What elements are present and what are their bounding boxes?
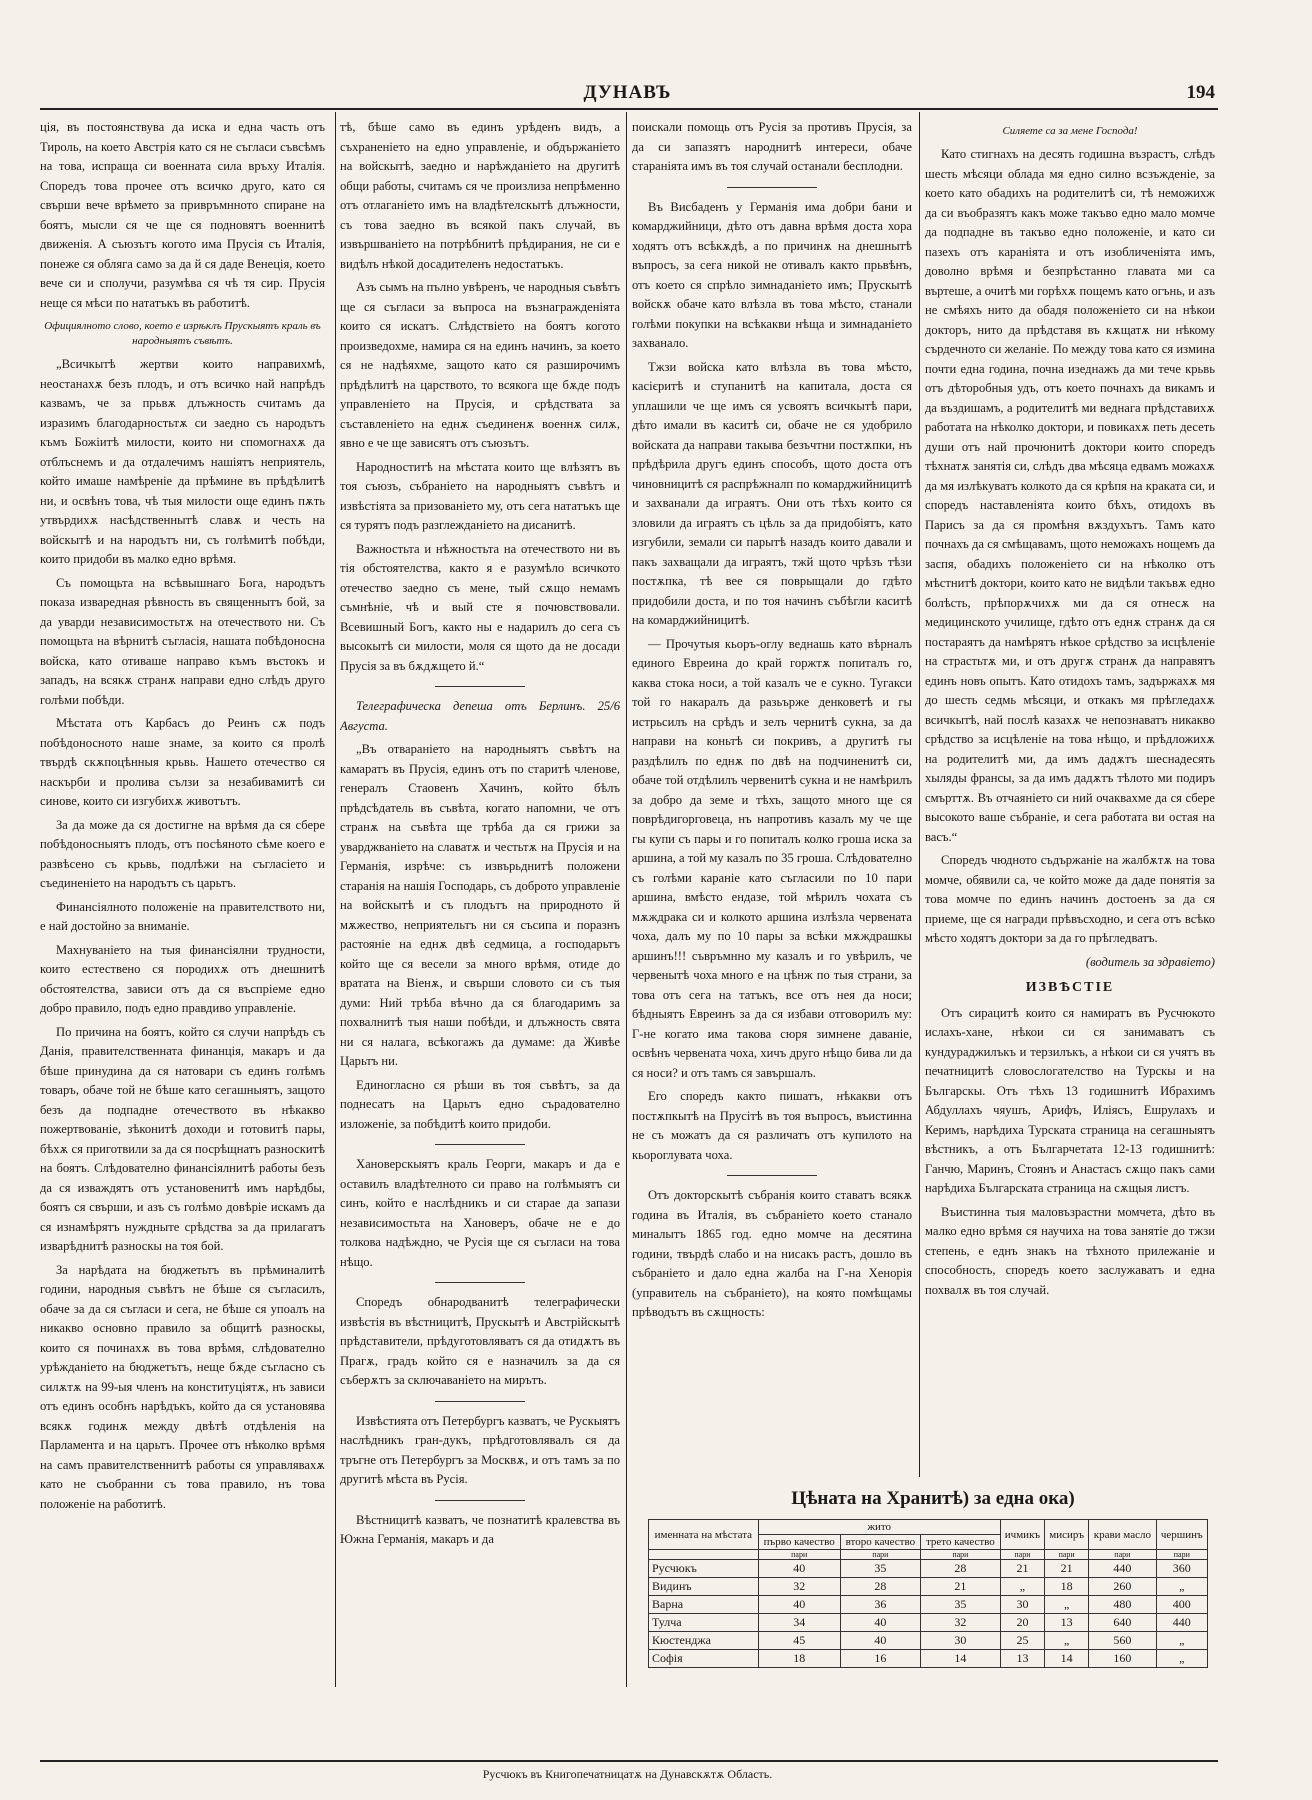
col-header-second: второ качество [840, 1535, 920, 1550]
article-paragraph: — Прочутыя кьоръ-оглу веднашь като вѣрналъ единого Евреина до край горжтѫ попиталъ го, каква стока носи, а той казалъ че е сукно. Тугакси той го накаралъ да разьърже денковетѣ и гы истрьсилъ на срѣдъ и зелъ чернитѣ сукна, за да направи на коньтѣ си покривъ, а другитѣ гы раздѣлилъ по еднѫ по двѣ на подчиненитѣ си, обаче той отдѣлилъ червенитѣ сукна и не намѣрилъ за добро да земе и тѣхъ, защото много ще ся поврѣдигорговеца, нъ напротивъ казалъ му че ще гы купи съ пары и го попиталъ колко гроша иска за аршина, а той му казалъ по 35 гроша. Слѣдователно съ голѣми караніе като съгласили по 10 пари аршина, вмѣсто ендазе, той мѣрилъ чохата съ мѫждрака си и колкото аршина излѣзла червената чоха, далъ му по 10 пары за всѣки мѫждрашкы аршинъ!!! съвръмнно му казалъ и го увѣрилъ, че червенытѣ чоха много е на цѣнж по тыя страни, за това отъ сега на татъкъ, все отъ нея да носи; бѣдныятъ Евреинъ за да ся избави отговорилъ му: Г-не когато има такова сюря зимнене даваніе, освѣнъ червената чоха, хичъ друго нѣщо бива ли да ся носи? и отъ тамъ ся завършалъ. [632, 636, 912, 1080]
article-caption: Официялното слово, което е изрѣклъ Прускыятъ краль въ народныятъ съвѣтъ. [44, 320, 321, 347]
section-divider [435, 1144, 525, 1145]
masthead-title: ДУНАВЪ [583, 82, 672, 103]
price-cell: 40 [758, 1560, 840, 1578]
price-cell: 560 [1089, 1632, 1156, 1650]
article-paragraph: Въистинна тыя маловъзрастни момчета, дѣто въ малко едно врѣмя ся научиха на това занятіе до тжзи степень, е еднъ знакъ на тѣхното прилежаніе и способность, споредъ което заслужаватъ и една похвалѫ въ тоя случай. [925, 1204, 1215, 1297]
page-header [40, 82, 1215, 106]
table-row [649, 1578, 1208, 1596]
price-cell: 360 [1156, 1560, 1207, 1578]
city-name: Видинъ [649, 1578, 759, 1596]
article-paragraph: Отъ докторскытѣ събранія които ставатъ всякѫ година въ Италія, въ събраніето което станало миналытъ 1865 год. едно момче на десятина години, твърдѣ слабо и на нисакъ растъ, дошло въ събраніето и дало една жалба на Г-на Хенорія (управитель на събраніето), на която помѣщамы прѣводътъ въ сѫщность: [632, 1188, 912, 1319]
table-row [649, 1650, 1208, 1668]
price-cell: „ [1045, 1596, 1089, 1614]
unit-cell: пари [758, 1550, 840, 1560]
article-paragraph: Единогласно ся рѣши въ тоя съвѣтъ, за да поднесатъ на Царьтъ едно сърадователно изложеніе, за побѣдитѣ които придоби. [340, 1077, 620, 1131]
price-cell: 21 [1000, 1560, 1044, 1578]
price-cell: 34 [758, 1614, 840, 1632]
table-row [649, 1632, 1208, 1650]
imprint-footer: Русчюкъ въ Книгопечатницатѫ на Дунавскѫтѫ Область. [482, 1767, 773, 1781]
article-paragraph: Извѣстията отъ Петербургъ казватъ, че Рускыятъ наслѣдникъ гран-дукъ, прѣдготовлявалъ ся да тръгне отъ Петербургъ за Москвѫ, и отъ тамъ за по другитѣ мѣста въ Русія. [340, 1413, 620, 1486]
article-paragraph: тѣ, бѣше само въ единъ урѣденъ видъ, а съхраненіето на едно управленіе, и обдържаніето на войскытѣ, заедно и нарѣжданіето на другитѣ общи работы, считамъ ся че произлиза непрѣменно отъ отлаганіето имъ на владѣтелскытѣ длъжности, съ това заедно въ всякой пакъ случай, въ извършваніето на потрѣбнитѣ прѣдирания, не си е видѣлъ нѣкой досадителенъ недостатъкъ. [340, 120, 620, 271]
price-cell: 18 [1045, 1578, 1089, 1596]
header-rule [40, 108, 1218, 110]
city-name: Тулча [649, 1614, 759, 1632]
unit-cell: пари [840, 1550, 920, 1560]
col-header-butter: крави масло [1089, 1520, 1156, 1550]
city-name: Кюстенджа [649, 1632, 759, 1650]
price-cell: 32 [758, 1578, 840, 1596]
article-paragraph: „Въ отвараніето на народныятъ съвѣтъ на камаратъ въ Прусія, единъ отъ по старитѣ членове, генералъ Стаовенъ Хачинъ, който бѣлъ прѣдсѣдатель въ съвѣта, когато напомни, че отъ странѫ на съвѣта ще трѣба да ся грижи за уварджваніето на славатѫ и честьтѫ на Прусія и на Германія, изрѣче: съ извърьднитѣ положени старанія на нашія Господарь, съ доброто управленіе на войскытѣ и съ плодътъ на природното й мѫжество, неприятельтъ ни ся съсипа и поразнъ растояніе на еднѫ двѣ седмица, а господарьтъ който ще ся весели за много врѣмя, отиде до вратата на Віенѫ, и свърши словото си съ тыя думи: Ний трѣба вѣчно да ся благодаримъ за похвалнитѣ тыя наши побѣди, и длъжность свята ни ся налага, всѣкогажъ да думаме: да Живѣе Царьтъ ни. [340, 742, 620, 1068]
price-cell: „ [1045, 1632, 1089, 1650]
price-cell: „ [1156, 1632, 1207, 1650]
unit-cell: пари [1156, 1550, 1207, 1560]
price-cell: 36 [840, 1596, 920, 1614]
section-divider [435, 686, 525, 687]
article-paragraph: Тжзи войска като влѣзла въ това мѣсто, касієритѣ и ступанитѣ на капитала, доста ся уплашили че ще имъ ся усвоятъ всичкытѣ пари, дѣто имали въ каситѣ си, обаче не ся удобрило войската да направи такыва безъчтни постѫпки, нъ прѣдѣрила другъ единъ способъ, щото доста отъ чиновницитѣ ся распрѣжналп по комарджийницитѣ и захванали да играятъ. Они отъ тѣхъ които ся зловили да играятъ съ цѣль за да придобіятъ, като изгубили, земали си парытѣ назадъ които давали и пакъ захващали да играятъ, тжй щото чрѣзъ тѣзи постѫпка, тѣ вее ся поврыщали до гдѣто придобили доста, и по тоя начинъ събѣгли каситѣ на комарджийницитѣ. [632, 359, 912, 627]
price-cell: 45 [758, 1632, 840, 1650]
column-3 [632, 118, 912, 1483]
price-cell: 640 [1089, 1614, 1156, 1632]
article-paragraph: Его споредъ както пишатъ, нѣкакви отъ постѫпкытѣ на Прусітѣ въ тоя въпросъ, въистинна не съ можатъ да ся различатъ отъ купилото на кьороглувата чоха. [632, 1089, 912, 1162]
article-paragraph: ція, въ постоянствува да иска и една часть отъ Тироль, на което Австрія като ся не съгласи съвсѣмъ на това, испраща си военната сила връху Италія. Споредъ това прочее отъ всичко друго, като ся свърши вече врѣмето за привръмнното спиране на боятъ, мысли ся че ще ся подновятъ военнитѣ движенія. А съюзътъ когото има Прусія съ Италія, понеже ся обляга само за да й ся даде Венеція, което вече си и сполучи, разумѣва ся чѣ тя сир. Прусія неще ся мѣси по нататъкъ въ работитѣ. [40, 120, 325, 310]
article-paragraph: Споредъ чюдното съдържаніе на жалбѫтѫ на това момче, обявили са, че който може да даде понятія за това момче по единъ начинъ достоенъ за да ся приеме, ще ся награди прѣвъсходно, и сега отъ всѣко мѣсто ходятъ доктори за да го прѣгледватъ. [925, 853, 1215, 945]
price-cell: 18 [758, 1650, 840, 1668]
article-paragraph: Като стигнахъ на десять годишна възрастъ, слѣдъ шесть мѣсяци облада мя едно силно всзъжденіе, за което като обадихъ на родителитѣ си, тѣ неможихж да си въобразятъ какъ може такъво едно мало момче да подпадне въ такъво едно положеніе, и като си пазехъ отъ караніята и отъ изобличеніята имъ, доволно врѣмя и безпрѣстанно главата ми са въртеше, а очитѣ ми горѣхѫ пощемъ като огънь, и азъ не смѣяхъ нито да обадя положеніето си на нѣкои докторъ, нито да прѣдставя въ кѫщатѫ ни нѣкому сърдечното си желаніе. По между това като ся измина почти една година, почна изеднажъ да ми тече крьвь отъ дѣторобныя удъ, отъ което почнахъ да викамъ и да въздишамъ, а родителитѣ ми веднага прѣдставихѫ работата на нѣколко доктори, и повикахѫ петь десеть души отъ най прочюнитѣ доктори които споредъ тѣхнатѫ занятія си, слѣдъ два мѣсяца едвамъ можахѫ да мя излѣкуватъ колкото да ся крѣпя на краката си, и споредъ наставленіята които бѣхъ, отидохъ въ Парисъ за да ся промѣня вѫздухътъ. Тамъ като почнахъ да ся смѣщавамъ, щото неможахъ нощемъ да заспя, обадихъ положеніето си на нѣколко отъ мѣстнитѣ доктори, които като не видѣли такъвѫ едно болѣсть, прѣпорѫчихѫ ми да ся отнесѫ на медицинското училище, гдѣто отъ еднѫ странѫ да ся постараятъ да намѣрятъ нѣкое срѣдство за исцѣленіе на страстьтѫ ми, и отъ другѫ странѫ да направятъ единъ новъ опытъ. Като отидохъ тамъ, задържахѫ мя до шесть седмь мѣсяци, и откакъ мя прѣгледахѫ всичкытѣ, най послѣ казахѫ че непознаватъ никакво срѣдство за исцѣленіе на това нѣщо, и прѣдложихѫ на родителитѣ ми, да имъ дадѫтъ шеснадесять хыляды франсы, за да имъ дадѫтъ тѣлото ми подиръ смърттѫ. Въ отчаяніето си ний очаквахме да ся сбере высокото ваше събраніе, и сега работата ви остая на васъ.“ [925, 147, 1215, 844]
city-name: Софія [649, 1650, 759, 1668]
article-paragraph: „Всичкытѣ жертви които направихмѣ, неостанахѫ безъ плодъ, и отъ всичко най напрѣдъ казвамъ, че за прьвѫ длъжность считамъ да изразимъ благодарностьтѫ си заедно съ народътъ къмъ Божіитѣ милости, които ни спомогнахѫ да отблъснемъ и да отдалечимъ нашіятъ неприятель, който имаше намѣреніе да прѣмине въ прѣдѣлитѣ ни, и освѣнъ това, чѣ тыя милости още единъ пѫть утвърдихѫ насѣдственнытѣ славѫ и честь на войскытѣ и на народътъ ни, съ голѣмитѣ побѣди, които придоби въ малко едно врѣмя. [40, 357, 325, 566]
price-cell: 25 [1000, 1632, 1044, 1650]
column-divider-1 [335, 112, 336, 1687]
price-cell: 440 [1156, 1614, 1207, 1632]
col-header-place: именната на мѣстата [649, 1520, 759, 1550]
price-cell: 40 [840, 1614, 920, 1632]
price-cell: 440 [1089, 1560, 1156, 1578]
article-paragraph: Азъ сымъ на пълно увѣренъ, че народныя съвѣтъ ще ся съгласи за въпроса на възнагражденіята които ся искатъ. Слѣдствіето на боятъ когото произведохме, намира ся на единъ начинъ, за което ся не надѣяхме, защото като ся разширочимъ прѣдѣлитѣ на царството, то всякога ще бѫде подъ управленіето на Прусія, и срѣдствата за съставленіето на еднѫ съединенѫ военнѫ силѫ, явно е че ще зависятъ отъ съюзътъ. [340, 280, 620, 450]
price-cell: 13 [1045, 1614, 1089, 1632]
unit-cell [649, 1550, 759, 1560]
column-1 [40, 118, 325, 1758]
article-paragraph: Финансіялното положеніе на правителството ни, е най достойно за вниманіе. [40, 899, 325, 933]
column-divider-3 [919, 112, 920, 1477]
article-paragraph: Вѣстницитѣ казватъ, че познатитѣ кралевства въ Южна Германія, макаръ и да [340, 1512, 620, 1546]
article-paragraph: Хановерскыятъ краль Георги, макаръ и да е оставилъ владѣтелното си право на голѣмыятъ си синъ, който е наслѣдникъ и си старае да запази независимостьта на Хановеръ, обаче не е до толкова надѣждно, че Русія ще ся съгласи на това нѣщо. [340, 1157, 620, 1269]
prices-table-title: Цѣната на Хранитѣ) за една ока) [791, 1488, 1075, 1509]
col-header-barley: ичмикъ [1000, 1520, 1044, 1550]
section-divider [727, 187, 817, 188]
table-row [649, 1596, 1208, 1614]
price-cell: 21 [1045, 1560, 1089, 1578]
section-divider [435, 1401, 525, 1402]
article-paragraph: По причина на боятъ, който ся случи напрѣдъ съ Данія, правителственната финанція, макаръ и да бѣше принудина да ся натовари съ единъ голѣмъ товаръ, обаче той не бѣше като сегашныятъ, защото безъ да подпадне отечеството въ нѣкакво пожертвованіе, зѣконитѣ доходи и готовитѣ пары, бѣхѫ ся приготвили за да ся посрѣщнатъ разноскитѣ на боятъ. Слѣдователно финансіялнитѣ работы безъ да ся изваждятъ отъ установенитѣ имъ нарѣдбы, боятъ ся свърши, и азъ съ голѣмо довѣріе искамъ да ся изнамѣрятъ нуждныте срѣдства за да прилагатъ изварѣднитѣ разноскы на тоя бой. [40, 1024, 325, 1253]
price-cell: 28 [921, 1560, 1001, 1578]
city-name: Русчюкъ [649, 1560, 759, 1578]
article-paragraph: Важностьта и нѣжностьта на отечеството ни въ тія обстоятелства, както я е разумѣло всичкото отечество заедно съ мене, тый сѫщо немамъ съмнѣніе, чѣ и вый сте я почювствовали. Всевишный Богъ, както ны е надарилъ до сега съ высокытѣ си милости, моля ся щото да не досади Прусія за въ бѫдѫщето й.“ [340, 541, 620, 673]
price-cell: 260 [1089, 1578, 1156, 1596]
article-paragraph: Народноститѣ на мѣстата които ще влѣзятъ въ тоя съюзъ, събраніето на народныятъ съвѣтъ и извѣстіята за призованіето му, отъ сега нататъкъ ще ся турятъ подъ разглежданіето на дисанитѣ. [340, 459, 620, 532]
unit-cell: пари [1089, 1550, 1156, 1560]
table-row [649, 1560, 1208, 1578]
article-paragraph: Махнуваніето на тыя финансіялни трудности, които естествено ся породихѫ отъ днешнитѣ обстоятелства, зависи отъ да ся въспріеме едно добро правило, подъ едно правдиво управленіе. [40, 942, 325, 1015]
article-paragraph: Споредъ обнародванитѣ телеграфически извѣстія въ вѣстницитѣ, Прускытѣ и Австрійскытѣ прѣдставители, прѣдуготовляватъ ся да отидѫтъ въ Прагѫ, градъ който ся е назначилъ за да ся съберѫтъ за сключаваніето на мирътъ. [340, 1295, 620, 1387]
price-cell: „ [1156, 1650, 1207, 1668]
unit-cell: пари [921, 1550, 1001, 1560]
section-heading: ИЗВѢСТІЕ [1025, 980, 1115, 995]
price-cell: 35 [921, 1596, 1001, 1614]
unit-cell: пари [1045, 1550, 1089, 1560]
article-paragraph: Съ помощьта на всѣвышнаго Бога, народътъ показа изваредная рѣвность въ священнытъ бой, за да уварди независимостьтѫ на отечеството ни. Съ помощьта на вѣрнитѣ съгласія, нашата побѣдоносна войска, като отиваше направо къмъ въстокъ и западъ, на всякѫ странѫ направи едно слѣдъ друго голѣми побѣди. [40, 575, 325, 707]
article-paragraph: Отъ сирацитѣ които ся намиратъ въ Русчюкото ислахъ-хане, нѣкои си ся занимаватъ съ кундураджилъкъ и терзилъкъ, а нѣкои си ся учятъ въ печатницитѣ словослогателство на Турскы и на Българскы. Отъ тѣхъ 13 годишнитѣ Ибрахимъ Абдуллахъ чяушъ, Арифъ, Иліясъ, Ешрулахъ и Керимъ, нарѣдиха Турската страница на сегашныятъ вѣстникъ, а отъ Българчетата 12-13 годишнитѣ: Ганчю, Маринъ, Стоянъ и Анастасъ сѫщо пакъ сами нарѣдиха Българската страница на сѫщыя листъ. [925, 1005, 1215, 1195]
col-header-third: трето качество [921, 1535, 1001, 1550]
price-cell: „ [1156, 1578, 1207, 1596]
price-cell: 13 [1000, 1650, 1044, 1668]
article-paragraph: За нарѣдата на бюджетьтъ въ прѣминалитѣ години, народныя съвѣтъ не бѣше ся съгласилъ, обаче за да ся съгласи и сега, не бѣше ся упоалъ на никакво основно правило за общитѣ разноскы, които ся починахѫ въ това врѣмя, слѣдователно урѣжданіето на бюджетътъ, неще бѫде съгласно съ силѫтѫ на 99-ыя членъ на конституціятѫ, нъ зависи отъ единъ особнъ нарѣдъкъ, който да ся установява всякѫ годинѫ между двѣтѣ отдѣленія на Парламента и на царьтъ. Прочее отъ нѣколко врѣмя на самъ правителственнитѣ работы ся управлявахѫ като не съобранни съ това правило, нъ това положеніе на работитѣ. [40, 1262, 325, 1511]
page-number: 194 [1186, 82, 1215, 103]
price-cell: 32 [921, 1614, 1001, 1632]
col-header-maize: мисиръ [1045, 1520, 1089, 1550]
section-divider [435, 1500, 525, 1501]
column-divider-2 [626, 112, 627, 1687]
article-paragraph: Мѣстата отъ Карбасъ до Реинъ сѫ подъ побѣдоносното наше знаме, за които ся пролѣ твърдѣ скѫпоцѣнныя крьвь. Нашето отечество ся наскърби и пролива сълзи за незабивамитѣ си синове, които си изгубихѫ животътъ. [40, 716, 325, 808]
col-header-first: първо качество [758, 1535, 840, 1550]
price-cell: 480 [1089, 1596, 1156, 1614]
telegram-heading: Телеграфическа депеша отъ Берлинъ. 25/6 Августа. [340, 699, 620, 733]
price-cell: „ [1000, 1578, 1044, 1596]
article-source: (водитель за здравіето) [1085, 954, 1215, 969]
price-cell: 35 [840, 1560, 920, 1578]
price-cell: 28 [840, 1578, 920, 1596]
col-header-honey: чершинъ [1156, 1520, 1207, 1550]
column-4 [925, 118, 1215, 1483]
column-2 [340, 118, 620, 1758]
price-cell: 16 [840, 1650, 920, 1668]
price-cell: 40 [758, 1596, 840, 1614]
article-caption: Силяете са за мене Господа! [1002, 125, 1138, 137]
article-paragraph: Въ Висбаденъ у Германія има добри бани и комарджийници, дѣто отъ давна врѣмя доста хора ходятъ отъ всѣкѫдѣ, а по причинѫ на днешнытѣ въпросъ, за сега никой не отивалъ както прьвѣнъ, отъ което ся спрѣло зимнаданіето имъ; Прускытѣ войскѫ обаче като влѣзла въ това мѣсто, станали голѣми покупки на всѣкакви нѣща и зимнаданіето захванало. [632, 199, 912, 350]
price-cell: 30 [1000, 1596, 1044, 1614]
city-name: Варна [649, 1596, 759, 1614]
price-cell: 400 [1156, 1596, 1207, 1614]
price-cell: 21 [921, 1578, 1001, 1596]
article-paragraph: За да може да ся достигне на врѣмя да ся сбере побѣдоносныятъ плодъ, отъ посѣяното сѣме коего е развѣсено съ крьвь, подлѣжи на съгласіето и съединеніето на народътъ съ царьтъ. [40, 817, 325, 890]
prices-table [648, 1519, 1208, 1668]
price-cell: 14 [1045, 1650, 1089, 1668]
price-cell: 160 [1089, 1650, 1156, 1668]
price-cell: 30 [921, 1632, 1001, 1650]
article-paragraph: поискали помощь отъ Русія за противъ Прусія, за да си запазятъ народнитѣ интереси, обаче стараніята имъ въ тоя случай останали бесплодни. [632, 120, 912, 173]
footer-rule [40, 1760, 1218, 1762]
section-divider [727, 1175, 817, 1176]
section-divider [435, 1282, 525, 1283]
price-cell: 20 [1000, 1614, 1044, 1632]
col-header-wheat: жито [758, 1520, 1000, 1535]
price-cell: 14 [921, 1650, 1001, 1668]
price-cell: 40 [840, 1632, 920, 1650]
table-row [649, 1614, 1208, 1632]
unit-cell: пари [1000, 1550, 1044, 1560]
